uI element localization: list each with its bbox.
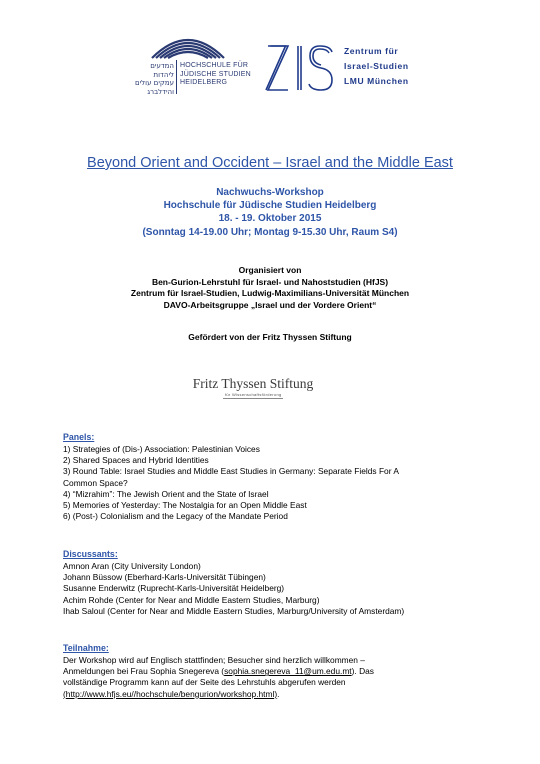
hfjs-hebrew-line: עמקים עולים [134, 79, 174, 87]
zis-name-line: LMU München [344, 76, 409, 86]
workshop-times: (Sonntag 14-19.00 Uhr; Montag 9-15.30 Uhr, Raum S4) [142, 226, 398, 238]
panels-heading: Panels: [63, 432, 95, 442]
list-item: 4) “Mizrahim”: The Jewish Orient and the State of Israel [63, 488, 269, 499]
document-title: Beyond Orient and Occident – Israel and the Middle East [87, 155, 453, 171]
list-item: 3) Round Table: Israel Studies and Middle East Studies in Germany: Separate Fields For A [63, 466, 399, 477]
participation-line: vollständige Programm kann auf der Seite des Lehrstuhls abgerufen werden [63, 677, 346, 688]
hfjs-name-line: HOCHSCHULE FÜR [180, 62, 249, 69]
participation-line [63, 666, 483, 677]
list-item: 5) Memories of Yesterday: The Nostalgia for an Open Middle East [63, 500, 307, 511]
hfjs-hebrew-line: והידלברג [147, 87, 174, 96]
hfjs-name-line: JÜDISCHE STUDIEN [180, 70, 251, 78]
organiser-line: Ben-Gurion-Lehrstuhl für Israel- und Nahoststudien (HfJS) [151, 276, 389, 287]
organiser-line: DAVO-Arbeitsgruppe „Israel und der Vordere Orient“ [163, 299, 377, 310]
hfjs-name [180, 62, 251, 88]
zis-name-line: Zentrum für [344, 46, 399, 56]
list-item: Susanne Enderwitz (Ruprecht-Karls-Universität Heidelberg) [63, 583, 285, 594]
participation-line: Der Workshop wird auf Englisch stattfinden; Besucher sind herzlich willkommen – [63, 655, 365, 665]
hfjs-hebrew-line: המדעים ליהדות [150, 62, 174, 79]
list-item: Common Space? [63, 477, 128, 488]
list-item: Amnon Aran (City University London) [63, 561, 201, 571]
fritz-thyssen-rule [223, 398, 283, 399]
fritz-thyssen-logo [173, 376, 333, 410]
list-item: Achim Rohde (Center for Near and Middle Eastern Studies, Marburg) [63, 594, 320, 605]
participation-line-start: Anmeldungen bei Frau Sophia Snegereva ( [63, 666, 225, 677]
organisers-heading: Organisiert von [238, 265, 302, 275]
fritz-thyssen-name: Fritz Thyssen Stiftung [192, 376, 314, 391]
list-item: Johann Büssow (Eberhard-Karls-Universität Tübingen) [63, 572, 266, 583]
organiser-line: Zentrum für Israel-Studien, Ludwig-Maximilians-Universität München [130, 288, 410, 298]
fritz-thyssen-tagline: für Wissenschaftsförderung [225, 392, 282, 397]
hfjs-divider [176, 60, 177, 94]
list-item: 6) (Post-) Colonialism and the Legacy of the Mandate Period [63, 511, 288, 522]
discussants-heading: Discussants: [63, 549, 118, 559]
list-item: Ihab Saloul (Center for Near and Middle Eastern Studies, Marburg/University of Amsterdam) [63, 605, 405, 616]
organisers-block [0, 265, 540, 311]
discussants-list [63, 561, 404, 617]
zis-logo [264, 38, 339, 98]
list-item: 2) Shared Spaces and Hybrid Identities [63, 455, 209, 466]
participation-line [63, 689, 483, 700]
workshop-type: Nachwuchs-Workshop [216, 187, 324, 198]
workshop-details [0, 186, 540, 239]
sponsor-text: Gefördert von der Fritz Thyssen Stiftung [188, 332, 352, 342]
zis-name [344, 44, 409, 89]
participation-heading: Teilnahme: [63, 643, 109, 653]
workshop-url-link[interactable]: (http://www.hfjs.eu//hochschule/bengurion/workshop.html) [63, 688, 278, 699]
workshop-venue: Hochschule für Jüdische Studien Heidelberg [163, 200, 377, 212]
hfjs-name-line: HEIDELBERG [180, 79, 228, 86]
participation-line-end: ). Das [351, 666, 374, 677]
workshop-dates: 18. - 19. Oktober 2015 [218, 213, 322, 225]
participation-url-end: . [277, 688, 280, 699]
email-link[interactable]: sophia.snegereva_11@um.edu.mt [224, 666, 352, 677]
participation-text [63, 655, 483, 700]
hfjs-hebrew-name [128, 62, 174, 96]
list-item: 1) Strategies of (Dis-) Association: Palestinian Voices [63, 444, 260, 454]
panels-list [63, 444, 399, 522]
zis-name-line: Israel-Studien [344, 61, 409, 71]
